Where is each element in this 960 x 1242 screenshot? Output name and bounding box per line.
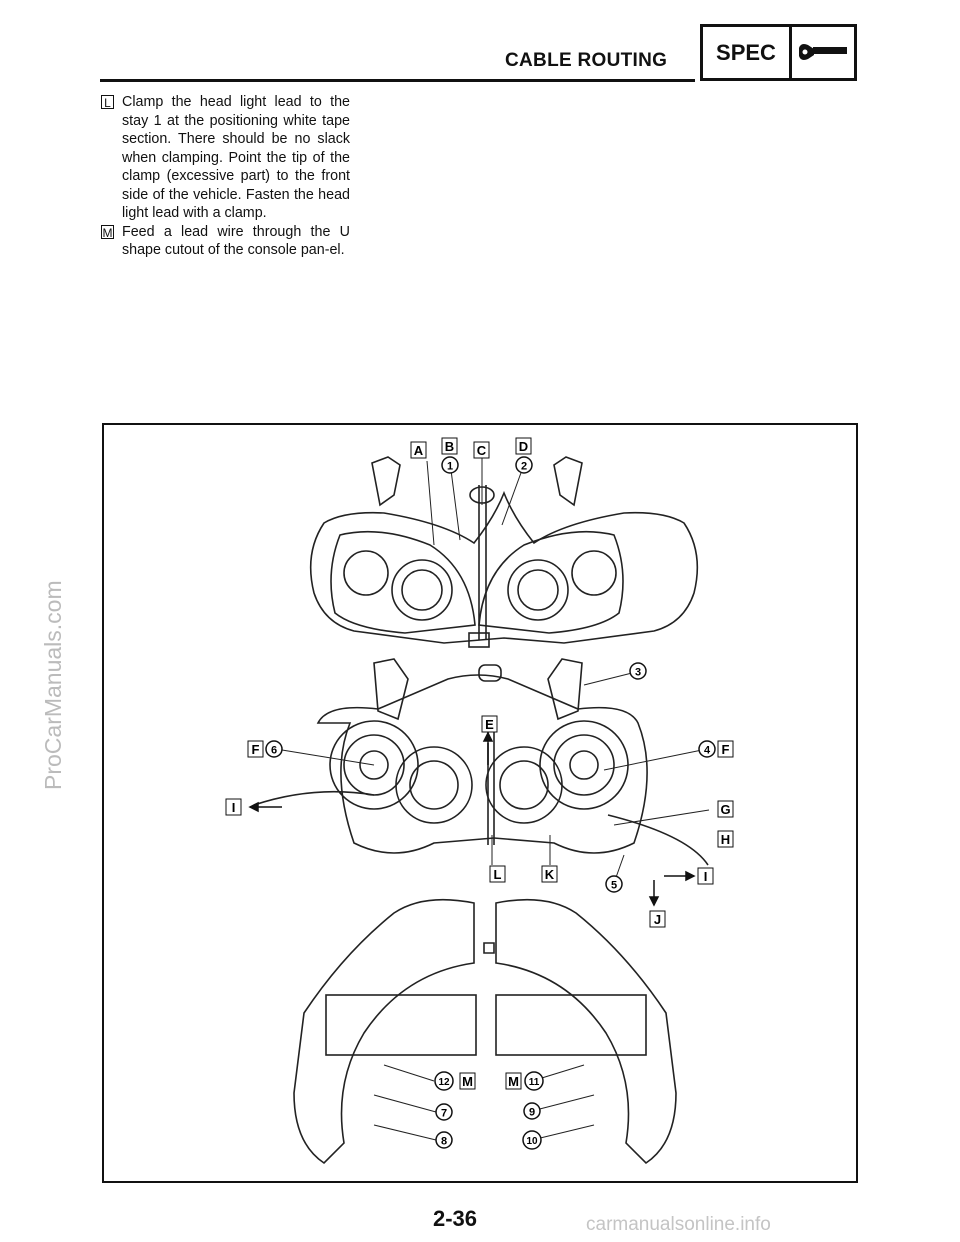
- note-text: Clamp the head light lead to the stay 1 at the positioning white tape section. There should be no slack when clamping. Point the tip of the clamp (excessive part) to the front side of the vehicle. Fasten the head light lead with a clamp.: [122, 94, 350, 221]
- svg-text:G: G: [720, 802, 731, 817]
- callout-1: [442, 457, 458, 473]
- callout-12: [435, 1072, 453, 1090]
- box-label-H: [718, 831, 733, 847]
- svg-text:F: F: [251, 742, 260, 757]
- svg-text:3: 3: [634, 666, 642, 679]
- svg-text:10: 10: [526, 1136, 538, 1147]
- svg-text:12: 12: [438, 1077, 450, 1088]
- callout-6: [266, 741, 282, 757]
- svg-text:H: H: [720, 832, 731, 847]
- svg-text:2: 2: [520, 460, 528, 473]
- callout-11: [525, 1072, 543, 1090]
- box-label-B: [442, 438, 457, 454]
- callout-5: [606, 876, 622, 892]
- box-label-L: [490, 866, 505, 882]
- box-label-M-right: [506, 1073, 521, 1089]
- header-rule: [100, 79, 695, 82]
- box-label-I-right: [698, 868, 713, 884]
- headlight-assembly-top: [311, 457, 698, 647]
- svg-text:L: L: [493, 867, 502, 882]
- svg-text:A: A: [413, 443, 424, 458]
- svg-text:7: 7: [440, 1107, 448, 1120]
- spec-badge: [700, 24, 857, 81]
- svg-text:9: 9: [528, 1106, 536, 1119]
- callout-4: [699, 741, 715, 757]
- svg-text:E: E: [485, 717, 494, 732]
- svg-text:F: F: [721, 742, 730, 757]
- wrench-icon: [792, 27, 854, 78]
- note-item: [100, 93, 350, 223]
- box-label-C: [474, 442, 489, 458]
- box-label-A: [411, 442, 426, 458]
- callout-10: [523, 1131, 541, 1149]
- callout-8: [436, 1132, 452, 1148]
- svg-text:1: 1: [446, 460, 454, 473]
- callout-3: [630, 663, 646, 679]
- box-label-I-left: [226, 799, 241, 815]
- callout-9: [524, 1103, 540, 1119]
- box-label-M-left: [460, 1073, 475, 1089]
- section-title: CABLE ROUTING: [505, 50, 668, 71]
- box-label-F-left: [248, 741, 263, 757]
- svg-text:D: D: [518, 439, 529, 454]
- note-letter: M: [102, 225, 113, 240]
- note-item: [100, 223, 350, 260]
- box-label-G: [718, 801, 733, 817]
- box-label-E: [482, 716, 497, 732]
- box-label-F-right: [718, 741, 733, 757]
- svg-text:K: K: [544, 867, 555, 882]
- box-label-D: [516, 438, 531, 454]
- box-label-J: [650, 911, 665, 927]
- spec-label: SPEC: [703, 27, 792, 78]
- note-text: Feed a lead wire through the U shape cutout of the console pan-el.: [122, 223, 350, 258]
- svg-text:C: C: [476, 443, 487, 458]
- page-number: 2-36: [433, 1206, 478, 1231]
- svg-text:11: 11: [528, 1077, 540, 1088]
- svg-text:M: M: [508, 1074, 519, 1089]
- svg-text:4: 4: [703, 744, 711, 757]
- callout-7: [436, 1104, 452, 1120]
- svg-text:6: 6: [270, 744, 278, 757]
- svg-text:I: I: [231, 800, 236, 815]
- svg-text:B: B: [444, 439, 455, 454]
- svg-text:M: M: [462, 1074, 473, 1089]
- fairing-panels: [294, 900, 676, 1163]
- svg-text:I: I: [703, 869, 708, 884]
- box-label-K: [542, 866, 557, 882]
- svg-text:J: J: [653, 912, 662, 927]
- notes-list: [100, 93, 350, 260]
- footer-watermark: carmanualsonline.info: [586, 1214, 771, 1235]
- svg-text:5: 5: [610, 879, 618, 892]
- cable-routing-diagram: [102, 423, 858, 1183]
- side-watermark: ProCarManuals.com: [40, 580, 66, 790]
- callout-2: [516, 457, 532, 473]
- note-letter: L: [101, 95, 114, 109]
- headlight-assembly-rear: [251, 659, 708, 865]
- svg-text:8: 8: [440, 1135, 448, 1148]
